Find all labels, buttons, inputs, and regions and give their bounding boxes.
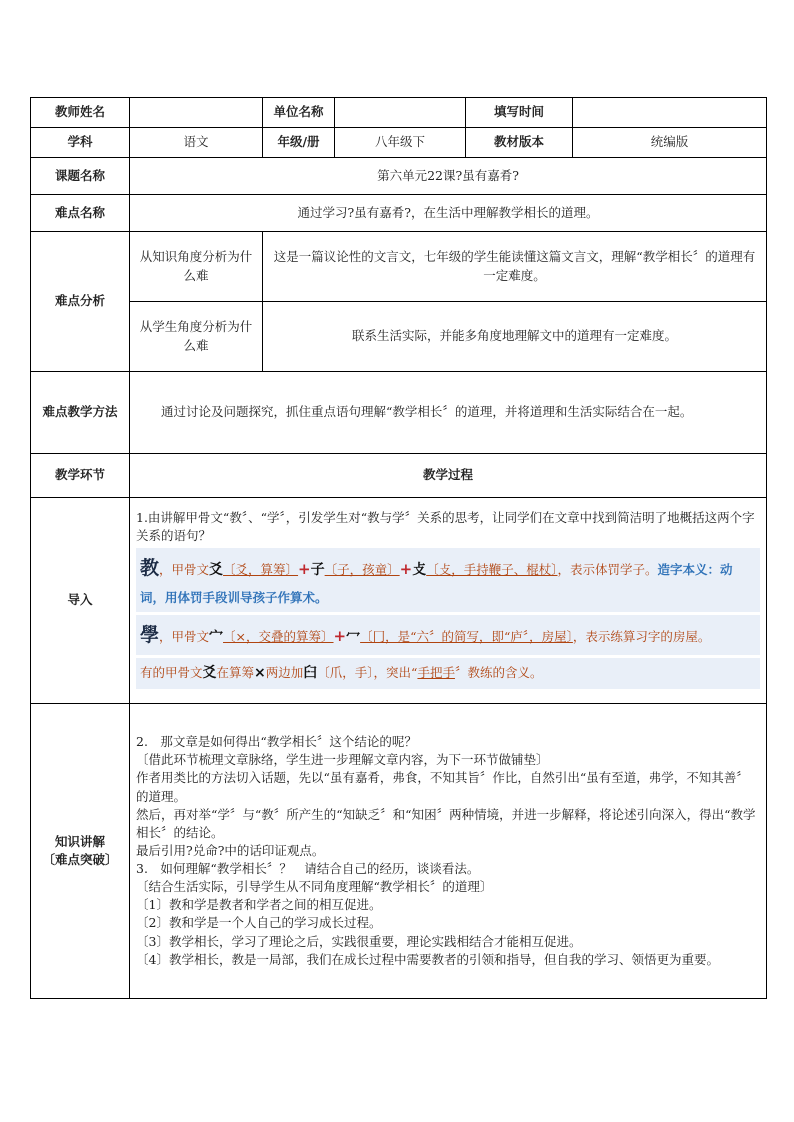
jiao-part-2: 〔子，孩童〕: [324, 562, 400, 578]
analysis-row-knowledge: [31, 232, 767, 302]
oracle-glyph-hands: 臼: [303, 665, 318, 682]
xue-part-1: 〔×，交叠的算筹〕: [223, 629, 334, 645]
unit-value: [335, 98, 466, 128]
oracle-glyph-zi: 子: [310, 562, 325, 579]
plus-icon: +: [298, 560, 311, 579]
jiao-explanation: [136, 548, 760, 612]
hand-text-d: 〔爪，手〕，突出“: [317, 665, 418, 681]
oracle-glyph-pu: 攴: [412, 562, 427, 579]
intro-label: 导入: [31, 498, 130, 704]
subject-label: 学科: [31, 128, 130, 158]
analysis-row-student: [31, 302, 767, 372]
knowledge-line: 〔借此环节梳理文章脉络，学生进一步理解文章内容，为下一环节做铺垫〕: [136, 752, 549, 768]
intro-row: [31, 498, 767, 704]
knowledge-label-line-2: 〔难点突破〕: [42, 852, 118, 867]
method-label: 难点教学方法: [31, 372, 130, 454]
jiao-part-3: 〔攴，手持鞭子、棍杖〕: [426, 562, 558, 578]
header-row-2: [31, 128, 767, 158]
jiao-char: 教: [140, 557, 160, 580]
plus-icon: +: [399, 560, 413, 579]
student-angle-value: 联系生活实际，并能多角度地理解文中的道理有一定难度。: [263, 302, 767, 372]
hand-text-underlined: 手把手: [417, 665, 455, 681]
teacher-label: 教师姓名: [31, 98, 130, 128]
oracle-glyph-yao: 爻: [209, 562, 224, 579]
knowledge-line: 2. 那文章是如何得出“教学相长〞这个结论的呢？: [136, 734, 417, 750]
hand-text-b: 在算筹: [216, 665, 255, 681]
grade-label: 年级/册: [263, 128, 335, 158]
difficulty-value: 通过学习?虽有嘉肴?，在生活中理解教学相长的道理。: [130, 195, 767, 232]
xue-explanation: [136, 615, 760, 655]
jiao-tail: ，表示体罚学子。: [557, 562, 658, 578]
oracle-glyph-xue: 宀: [209, 629, 224, 646]
analysis-label: 难点分析: [31, 232, 130, 372]
process-header-row: [31, 454, 767, 498]
knowledge-angle-label: 从知识角度分析为什么难: [130, 232, 263, 302]
knowledge-line: 最后引用?兑命?中的话印证观点。: [136, 842, 325, 858]
knowledge-line: 〔结合生活实际，引导学生从不同角度理解“教学相长〞的道理〕: [136, 879, 493, 895]
knowledge-angle-value: 这是一篇议论性的文言文，七年级的学生能读懂这篇文言文，理解“教学相长〞的道理有一定难度。: [263, 232, 767, 302]
topic-label: 课题名称: [31, 158, 130, 195]
subject-value: 语文: [130, 128, 263, 158]
knowledge-line: 3. 如何理解“教学相长〞？ 请结合自己的经历，谈谈看法。: [136, 861, 480, 877]
intro-question: 1.由讲解甲骨文“教〞、“学〞，引发学生对“教与学〞关系的思考，让同学们在文章中找到简洁明了地概括这两个字关系的语句？: [136, 510, 755, 544]
time-value: [573, 98, 767, 128]
topic-row: [31, 158, 767, 195]
lesson-plan-table: [30, 97, 767, 999]
jiao-origin-meaning: 造字本义：动词，用体罚手段训导孩子作算术。: [140, 562, 733, 606]
knowledge-line: 〔4〕教学相长，教是一局部，我们在成长过程中需要教者的引领和指导，但自我的学习、领悟更为重要。: [136, 951, 719, 967]
oracle-glyph-variant: 爻: [202, 665, 217, 682]
knowledge-line: 然后，再对举“学〞与“教〞所产生的“知缺乏〞和“知困〞两种情境，并进一步解释，将论述引向深入，得出“教学相长〞的结论。: [136, 806, 756, 840]
oracle-glyph-roof: 冖: [346, 629, 361, 646]
topic-value: 第六单元22课?虽有嘉肴?: [130, 158, 767, 195]
jiao-prefix: ，甲骨文: [159, 562, 210, 578]
process-header: 教学过程: [130, 454, 767, 498]
xue-tail: ，表示练算习字的房屋。: [572, 629, 711, 645]
plus-icon: +: [333, 627, 347, 646]
knowledge-row: [31, 704, 767, 999]
stage-header: 教学环节: [31, 454, 130, 498]
teacher-value: [130, 98, 263, 128]
method-value: 通过讨论及问题探究，抓住重点语句理解“教学相长〞的道理，并将道理和生活实际结合在一起。: [130, 372, 767, 454]
grade-value: 八年级下: [335, 128, 466, 158]
edition-value: 统编版: [573, 128, 767, 158]
knowledge-line: 作者用类比的方法切入话题，先以“虽有嘉肴，弗食，不知其旨〞作比，自然引出“虽有至道，弗学，不知其善〞的道理。: [136, 770, 749, 804]
jiao-part-1: 〔爻，算筹〕: [223, 562, 299, 578]
hand-text-c: 两边加: [265, 665, 304, 681]
hand-explanation: [136, 658, 760, 689]
difficulty-row: [31, 195, 767, 232]
knowledge-label-line-1: 知识讲解: [54, 833, 105, 849]
oracle-glyph-cross: ×: [254, 665, 266, 682]
time-label: 填写时间: [466, 98, 573, 128]
knowledge-label: [31, 704, 130, 999]
header-row-1: [31, 98, 767, 128]
hand-text-e: 〞教练的含义。: [454, 665, 543, 681]
knowledge-line: 〔1〕教和学是教者和学者之间的相互促进。: [136, 897, 382, 913]
hand-text-a: 有的甲骨文: [140, 665, 203, 681]
xue-char: 學: [140, 624, 160, 647]
knowledge-line: 〔3〕教学相长，学习了理论之后，实践很重要，理论实践相结合才能相互促进。: [136, 933, 582, 949]
edition-label: 教材版本: [466, 128, 573, 158]
knowledge-content: [130, 704, 767, 999]
difficulty-label: 难点名称: [31, 195, 130, 232]
unit-label: 单位名称: [263, 98, 335, 128]
knowledge-line: 〔2〕教和学是一个人自己的学习成长过程。: [136, 915, 382, 931]
xue-part-2: 〔冂，是“六〞的简写，即“庐〞，房屋〕: [360, 629, 573, 645]
intro-content: [130, 498, 767, 704]
student-angle-label: 从学生角度分析为什么难: [130, 302, 263, 372]
xue-prefix: ，甲骨文: [159, 629, 210, 645]
method-row: [31, 372, 767, 454]
